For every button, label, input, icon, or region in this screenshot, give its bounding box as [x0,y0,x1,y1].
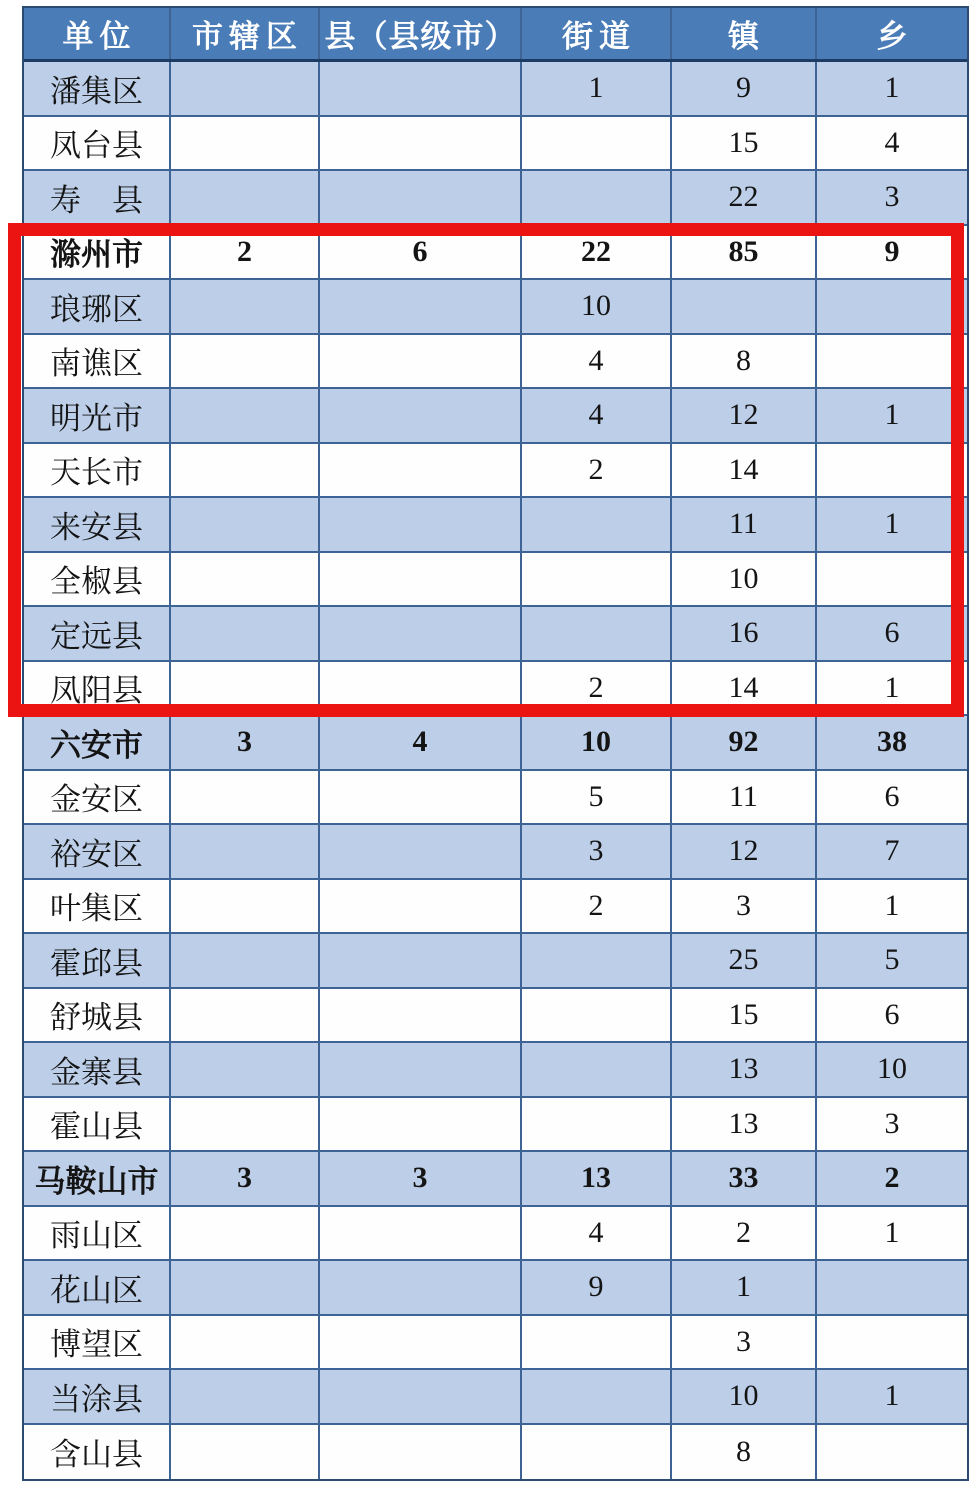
row-name-cell: 琅琊区 [24,280,171,333]
towns-cell: 15 [672,989,817,1042]
districts-cell: 2 [171,226,320,279]
column-header-counties: 县（县级市） [320,8,522,59]
townships-cell [817,1316,967,1369]
districts-cell [171,825,320,878]
counties-cell [320,280,522,333]
subdistricts-cell [522,1425,672,1480]
townships-cell: 10 [877,1052,907,1086]
table-row [24,1043,967,1098]
table-row [24,1152,967,1207]
table-row [24,171,967,226]
townships-cell: 1 [884,1215,900,1249]
townships-cell: 4 [884,125,900,159]
table-row [24,389,967,444]
counties-cell [320,1370,522,1423]
subdistricts-cell: 10 [522,716,672,769]
counties-cell [320,62,522,115]
towns-cell: 14 [672,662,817,715]
row-name-cell: 金安区 [24,771,171,824]
districts-cell [171,553,320,606]
subdistricts-cell [522,934,672,987]
counties-cell [320,1425,522,1480]
towns-cell: 1 [672,1261,817,1314]
row-name-cell: 雨山区 [24,1207,171,1260]
towns-cell: 8 [672,1425,817,1480]
districts-cell [171,444,320,497]
townships-cell: 2 [884,1161,900,1195]
row-name-cell: 当涂县 [24,1370,171,1423]
row-name-cell: 潘集区 [24,62,171,115]
districts-cell [171,171,320,224]
column-header-subdistricts: 街道 [522,8,672,59]
table-row [24,62,967,117]
row-name-cell: 全椒县 [24,553,171,606]
towns-cell: 92 [672,716,817,769]
subdistricts-cell [522,117,672,170]
townships-cell: 7 [884,834,900,868]
row-name-cell: 南谯区 [24,335,171,388]
table-row [24,117,967,172]
counties-cell: 4 [320,716,522,769]
towns-cell: 13 [672,1043,817,1096]
counties-cell [320,498,522,551]
counties-cell [320,880,522,933]
column-header-districts: 市辖区 [171,8,320,59]
row-name-cell: 寿 县 [24,171,171,224]
table-row [24,1098,967,1153]
row-name-cell: 明光市 [24,389,171,442]
row-name-cell: 花山区 [24,1261,171,1314]
counties-cell: 6 [320,226,522,279]
districts-cell [171,389,320,442]
districts-cell [171,880,320,933]
districts-cell [171,1370,320,1423]
table-row [24,553,967,608]
subdistricts-cell: 4 [522,335,672,388]
districts-cell [171,1043,320,1096]
row-name-cell: 天长市 [24,444,171,497]
subdistricts-cell [522,498,672,551]
towns-cell: 9 [672,62,817,115]
townships-cell: 1 [884,507,900,541]
districts-cell [171,1425,320,1480]
subdistricts-cell: 2 [522,662,672,715]
row-name-cell: 霍山县 [24,1098,171,1151]
districts-cell [171,498,320,551]
districts-cell [171,771,320,824]
table-header-row [24,8,967,62]
counties-cell [320,389,522,442]
table-row [24,1370,967,1425]
townships-cell: 1 [884,888,900,922]
admin-divisions-table [22,6,969,1481]
row-name-cell: 含山县 [24,1425,171,1480]
townships-cell [817,280,967,333]
townships-cell: 5 [884,943,900,977]
towns-cell: 12 [672,825,817,878]
subdistricts-cell: 1 [522,62,672,115]
table-row [24,226,967,281]
row-name-cell: 金寨县 [24,1043,171,1096]
counties-cell [320,1316,522,1369]
table-row [24,498,967,553]
column-header-towns: 镇 [672,8,817,59]
subdistricts-cell: 13 [522,1152,672,1205]
counties-cell [320,1098,522,1151]
row-name-cell: 凤台县 [24,117,171,170]
townships-cell [817,1261,967,1314]
counties-cell [320,1207,522,1260]
towns-cell: 85 [672,226,817,279]
subdistricts-cell [522,989,672,1042]
table-body [24,62,967,1479]
towns-cell: 33 [672,1152,817,1205]
towns-cell: 15 [672,117,817,170]
row-name-cell: 叶集区 [24,880,171,933]
counties-cell [320,934,522,987]
townships-cell: 3 [884,180,900,214]
towns-cell: 22 [672,171,817,224]
subdistricts-cell: 22 [522,226,672,279]
towns-cell: 12 [672,389,817,442]
subdistricts-cell [522,1043,672,1096]
towns-cell: 10 [672,553,817,606]
subdistricts-cell: 2 [522,444,672,497]
subdistricts-cell: 9 [522,1261,672,1314]
townships-cell [817,553,967,606]
table-row [24,335,967,390]
districts-cell [171,1261,320,1314]
counties-cell [320,1043,522,1096]
table-row [24,716,967,771]
row-name-cell: 马鞍山市 [24,1152,171,1205]
table-row [24,1425,967,1480]
row-name-cell: 博望区 [24,1316,171,1369]
counties-cell [320,607,522,660]
towns-cell: 25 [672,934,817,987]
subdistricts-cell: 2 [522,880,672,933]
townships-cell: 1 [884,670,900,704]
townships-cell: 3 [884,1106,900,1140]
subdistricts-cell: 4 [522,389,672,442]
counties-cell [320,553,522,606]
townships-cell: 1 [884,398,900,432]
counties-cell [320,444,522,497]
row-name-cell: 来安县 [24,498,171,551]
table-row [24,444,967,499]
counties-cell [320,117,522,170]
counties-cell: 3 [320,1152,522,1205]
towns-cell: 3 [672,880,817,933]
districts-cell [171,335,320,388]
townships-cell [817,335,967,388]
towns-cell: 3 [672,1316,817,1369]
row-name-cell: 六安市 [24,716,171,769]
column-header-townships: 乡 [876,19,914,54]
districts-cell [171,607,320,660]
counties-cell [320,335,522,388]
row-name-cell: 舒城县 [24,989,171,1042]
table-row [24,1316,967,1371]
towns-cell: 10 [672,1370,817,1423]
counties-cell [320,825,522,878]
table-row [24,771,967,826]
table-row [24,607,967,662]
towns-cell: 2 [672,1207,817,1260]
towns-cell: 13 [672,1098,817,1151]
table-row [24,662,967,717]
towns-cell [672,280,817,333]
townships-cell: 6 [884,616,900,650]
subdistricts-cell: 4 [522,1207,672,1260]
column-header-unit: 单位 [24,8,171,59]
subdistricts-cell: 10 [522,280,672,333]
subdistricts-cell [522,1316,672,1369]
towns-cell: 11 [672,498,817,551]
townships-cell: 6 [884,779,900,813]
table-row [24,1261,967,1316]
row-name-cell: 霍邱县 [24,934,171,987]
townships-cell [817,444,967,497]
townships-cell: 9 [884,234,900,268]
districts-cell [171,117,320,170]
districts-cell: 3 [171,1152,320,1205]
districts-cell [171,1207,320,1260]
row-name-cell: 裕安区 [24,825,171,878]
counties-cell [320,662,522,715]
townships-cell: 38 [877,725,907,759]
subdistricts-cell [522,1098,672,1151]
towns-cell: 16 [672,607,817,660]
districts-cell [171,62,320,115]
townships-cell: 1 [884,71,900,105]
counties-cell [320,1261,522,1314]
subdistricts-cell: 5 [522,771,672,824]
table-row [24,880,967,935]
districts-cell [171,934,320,987]
townships-cell: 1 [884,1379,900,1413]
row-name-cell: 滁州市 [24,226,171,279]
districts-cell [171,1316,320,1369]
row-name-cell: 凤阳县 [24,662,171,715]
table-row [24,1207,967,1262]
row-name-cell: 定远县 [24,607,171,660]
towns-cell: 8 [672,335,817,388]
counties-cell [320,171,522,224]
districts-cell [171,989,320,1042]
subdistricts-cell: 3 [522,825,672,878]
districts-cell [171,662,320,715]
towns-cell: 11 [672,771,817,824]
counties-cell [320,771,522,824]
districts-cell [171,280,320,333]
subdistricts-cell [522,1370,672,1423]
towns-cell: 14 [672,444,817,497]
table-row [24,825,967,880]
table-row [24,989,967,1044]
table-row [24,934,967,989]
districts-cell: 3 [171,716,320,769]
townships-cell: 6 [884,997,900,1031]
table-row [24,280,967,335]
subdistricts-cell [522,553,672,606]
counties-cell [320,989,522,1042]
townships-cell [817,1425,967,1480]
districts-cell [171,1098,320,1151]
subdistricts-cell [522,171,672,224]
subdistricts-cell [522,607,672,660]
